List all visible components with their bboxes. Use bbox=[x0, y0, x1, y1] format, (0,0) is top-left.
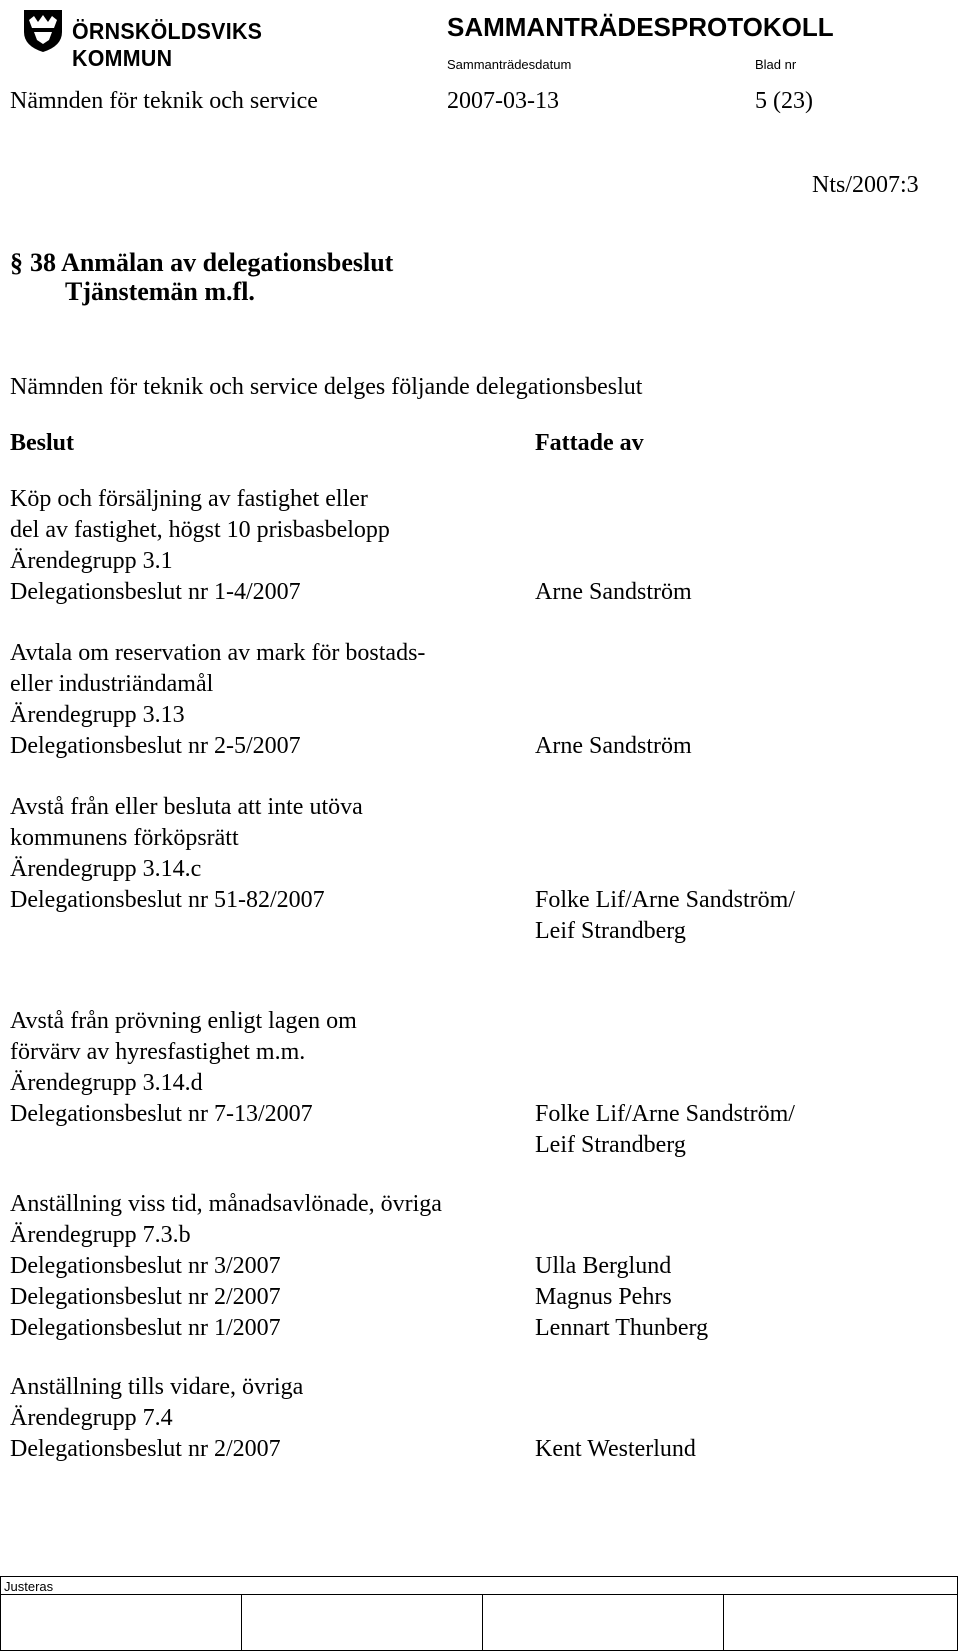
logo-text: ÖRNSKÖLDSVIKS KOMMUN bbox=[72, 18, 263, 71]
decided-by bbox=[535, 1434, 696, 1465]
date-label: Sammanträdesdatum bbox=[447, 57, 572, 72]
decided-by bbox=[535, 885, 795, 947]
decided-by-line: Leif Strandberg bbox=[535, 1132, 686, 1158]
decision-line: Ärendegrupp 3.14.d bbox=[10, 1070, 203, 1096]
decided-by bbox=[535, 577, 692, 608]
signature-cell bbox=[724, 1595, 958, 1651]
decision-line: Delegationsbeslut nr 2/2007 bbox=[10, 1436, 281, 1462]
decision-line: Anställning tills vidare, övriga bbox=[10, 1374, 304, 1400]
decision-line: eller industriändamål bbox=[10, 671, 214, 697]
page-label: Blad nr bbox=[755, 57, 797, 72]
decision-line: Köp och försäljning av fastighet eller bbox=[10, 486, 368, 512]
decision-item bbox=[10, 1189, 442, 1344]
decision-line: Ärendegrupp 3.13 bbox=[10, 702, 185, 728]
meeting-date: 2007-03-13 bbox=[447, 88, 559, 114]
decision-line: Delegationsbeslut nr 3/2007 bbox=[10, 1253, 281, 1279]
decided-by bbox=[535, 1099, 795, 1161]
decision-line: Delegationsbeslut nr 2/2007 bbox=[10, 1284, 281, 1310]
column-header-decided-by: Fattade av bbox=[535, 430, 644, 456]
decision-line: del av fastighet, högst 10 prisbasbelopp bbox=[10, 517, 390, 543]
decision-line: förvärv av hyresfastighet m.m. bbox=[10, 1039, 306, 1065]
decided-by-line: Ulla Berglund bbox=[535, 1253, 672, 1279]
decision-item bbox=[10, 1006, 357, 1130]
municipality-logo bbox=[20, 6, 320, 71]
signature-header-cell bbox=[1, 1577, 958, 1595]
decision-line: Avstå från eller besluta att inte utöva bbox=[10, 794, 363, 820]
decided-by-line: Folke Lif/Arne Sandström/ bbox=[535, 1101, 795, 1127]
decision-line: Avstå från prövning enligt lagen om bbox=[10, 1008, 357, 1034]
document-type: SAMMANTRÄDESPROTOKOLL bbox=[447, 12, 834, 42]
decision-line: Delegationsbeslut nr 1/2007 bbox=[10, 1315, 281, 1341]
decision-line: Ärendegrupp 3.1 bbox=[10, 548, 173, 574]
decision-line: Ärendegrupp 3.14.c bbox=[10, 856, 202, 882]
decision-line: Delegationsbeslut nr 2-5/2007 bbox=[10, 733, 301, 759]
decision-line: Anställning viss tid, månadsavlönade, övriga bbox=[10, 1191, 442, 1217]
signature-cell bbox=[1, 1595, 242, 1651]
decided-by bbox=[535, 1251, 708, 1344]
decision-line: Delegationsbeslut nr 7-13/2007 bbox=[10, 1101, 313, 1127]
signature-label: Justeras bbox=[4, 1579, 54, 1594]
column-header-decision: Beslut bbox=[10, 430, 75, 456]
decision-item bbox=[10, 1372, 303, 1465]
intro-text: Nämnden för teknik och service delges följande delegationsbeslut bbox=[10, 374, 643, 400]
decided-by-line: Arne Sandström bbox=[535, 733, 692, 759]
section-title: 38 Anmälan av delegationsbeslut bbox=[30, 248, 394, 277]
decision-line: Ärendegrupp 7.3.b bbox=[10, 1222, 191, 1248]
decision-line: Ärendegrupp 7.4 bbox=[10, 1405, 173, 1431]
signature-cell bbox=[483, 1595, 724, 1651]
decided-by-line: Leif Strandberg bbox=[535, 918, 686, 944]
decided-by-line: Folke Lif/Arne Sandström/ bbox=[535, 887, 795, 913]
decision-line: Delegationsbeslut nr 51-82/2007 bbox=[10, 887, 325, 913]
decided-by-line: Lennart Thunberg bbox=[535, 1315, 709, 1341]
committee-name: Nämnden för teknik och service bbox=[10, 88, 318, 114]
decided-by-line: Magnus Pehrs bbox=[535, 1284, 672, 1310]
section-symbol: § bbox=[10, 248, 23, 277]
decision-item bbox=[10, 638, 425, 762]
decided-by bbox=[535, 731, 692, 762]
decision-line: kommunens förköpsrätt bbox=[10, 825, 239, 851]
coat-of-arms-icon bbox=[20, 6, 66, 54]
signature-table bbox=[0, 1576, 958, 1651]
decision-item bbox=[10, 792, 363, 916]
signature-cell bbox=[242, 1595, 483, 1651]
page-number: 5 (23) bbox=[755, 88, 813, 114]
decided-by-line: Arne Sandström bbox=[535, 579, 692, 605]
decision-item bbox=[10, 484, 390, 608]
decision-line: Avtala om reservation av mark för bostads- bbox=[10, 640, 426, 666]
decision-line: Delegationsbeslut nr 1-4/2007 bbox=[10, 579, 301, 605]
decided-by-line: Kent Westerlund bbox=[535, 1436, 696, 1462]
reference-number: Nts/2007:3 bbox=[812, 172, 919, 198]
section-subtitle: Tjänstemän m.fl. bbox=[65, 277, 255, 306]
